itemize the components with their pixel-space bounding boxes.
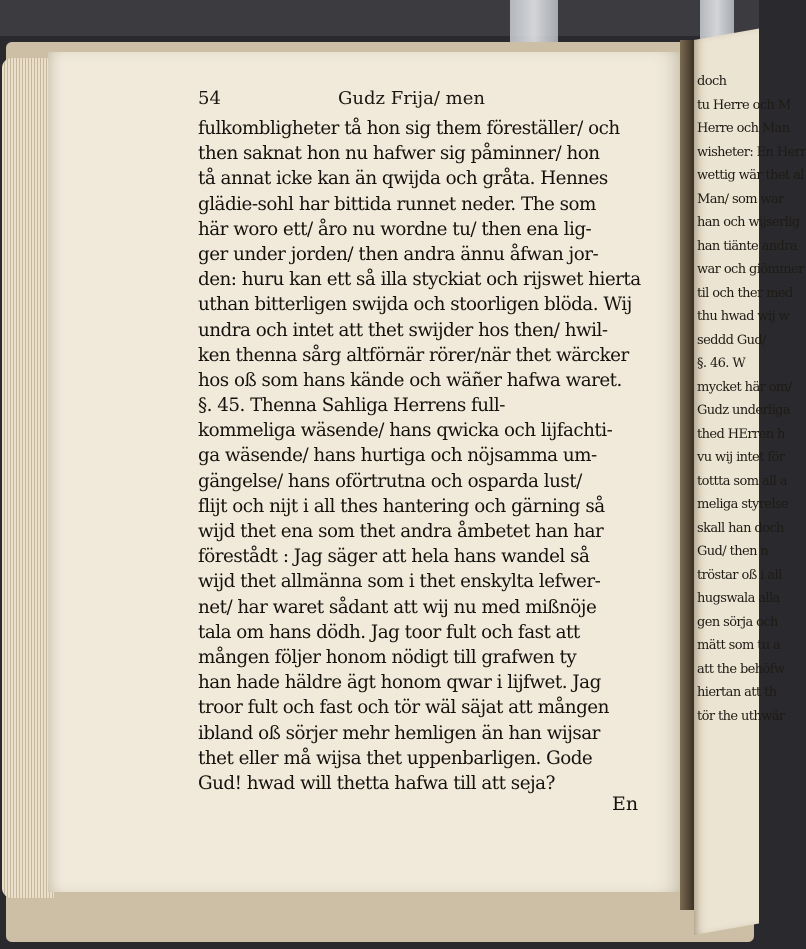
catchword: En	[612, 793, 639, 815]
text-line: fulkombligheter tå hon sig them föreställer/ och	[198, 118, 620, 139]
facing-text-line: tottta som all a	[697, 473, 787, 489]
facing-text-line: han tiänte andra	[697, 238, 797, 254]
text-line: net/ har waret sådant att wij nu med mißnöje	[198, 596, 597, 618]
text-line: gängelse/ hans oförtrutna och osparda lust/	[198, 470, 582, 492]
text-line: hos oß som hans kände och wäñer hafwa waret.	[198, 369, 622, 391]
page-edges	[2, 58, 54, 898]
facing-text-line: wettig wär thet al	[697, 168, 804, 183]
text-line: förestådt : Jag säger att hela hans wandel så	[198, 546, 590, 568]
facing-text-line: thed HErren h	[697, 426, 785, 442]
text-line: ken thenna sårg altförnär rörer/när thet wärcker	[198, 344, 629, 366]
facing-text-line: att the behöfw	[697, 661, 785, 677]
text-line: then saknat hon nu hafwer sig påminner/ hon	[198, 143, 600, 165]
facing-text-line: Herre och Man	[697, 121, 790, 136]
text-line: tala om hans dödh. Jag toor fult och fast att	[198, 621, 580, 643]
facing-text-line: §. 46. W	[697, 356, 746, 371]
text-line: flijt och nijt i all thes hantering och gärning så	[198, 495, 605, 517]
page-header	[198, 88, 643, 112]
page-number: 54	[198, 88, 221, 109]
text-line: kommeliga wäsende/ hans qwicka och lijfachti-	[198, 420, 613, 442]
facing-text-line: gen sörja och	[697, 614, 778, 630]
text-line: undra och intet att thet swijder hos then/ hwil-	[198, 319, 608, 341]
text-line: mången följer honom nödigt till grafwen ty	[198, 646, 577, 668]
facing-text-line: seddd Gud/	[697, 332, 766, 348]
running-head: Gudz Frija/ men	[338, 88, 485, 109]
text-line: här woro ett/ åro nu wordne tu/ then ena lig-	[198, 218, 592, 240]
facing-text-line: hugswala alla	[697, 591, 780, 606]
facing-text-line: tu Herre och M	[697, 97, 791, 113]
text-line: tå annat icke kan än qwijda och gråta. Hennes	[198, 168, 608, 190]
text-line: wijd thet allmänna som i thet enskylta lefwer-	[198, 571, 601, 593]
facing-text-line: tör the uthwär	[697, 708, 785, 724]
text-line: Gud! hwad will thetta hafwa till att seja?	[198, 772, 555, 794]
text-line: §. 45. Thenna Sahliga Herrens full-	[198, 395, 505, 417]
text-line: glädie-sohl har bittida runnet neder. The som	[198, 193, 596, 215]
facing-text-line: thu hwad wij w	[697, 309, 789, 324]
facing-text-line: tröstar oß i all	[697, 567, 782, 583]
facing-text-line: wisheter: En Herr	[697, 144, 806, 160]
text-line: wijd thet ena som thet andra åmbetet han har	[198, 521, 604, 542]
text-line: den: huru kan ett så illa styckiat och rijswet hierta	[198, 269, 641, 291]
facing-text-line: vu wij intet för	[697, 450, 785, 465]
text-line: ibland oß sörjer mehr hemligen än han wijsar	[198, 722, 600, 744]
facing-text-line: mätt som tu a	[697, 638, 781, 653]
facing-page-text	[697, 70, 806, 870]
text-line: troor fult och fast och tör wäl säjat att mången	[198, 697, 609, 719]
facing-text-line: war och giömmer	[697, 262, 804, 277]
facing-text-line: meliga styrelse	[697, 497, 789, 512]
facing-text-line: han och wijserlig	[697, 215, 800, 230]
facing-text-line: skall han doch	[697, 520, 784, 536]
scan-background-bar	[0, 0, 759, 36]
facing-text-line: Gudz underliga	[697, 403, 791, 418]
text-line: thet eller må wijsa thet uppenbarligen. Gode	[198, 747, 593, 769]
text-line: ger under jorden/ then andra ännu åfwan jor-	[198, 243, 599, 265]
text-line: uthan bitterligen swijda och stoorligen blöda. Wij	[198, 294, 632, 316]
facing-text-line: til och ther med	[697, 285, 793, 301]
facing-text-line: doch	[697, 74, 727, 89]
body-text	[198, 116, 648, 796]
text-line: ga wäsende/ hans hurtiga och nöjsamma um-	[198, 445, 597, 467]
facing-text-line: Gud/ then n	[697, 544, 769, 559]
text-line: han hade häldre ägt honom qwar i lijfwet. Jag	[198, 672, 601, 694]
facing-text-line: hiertan att th	[697, 685, 777, 700]
facing-text-line: Man/ som war	[697, 191, 784, 207]
facing-text-line: mycket här om/	[697, 379, 792, 395]
